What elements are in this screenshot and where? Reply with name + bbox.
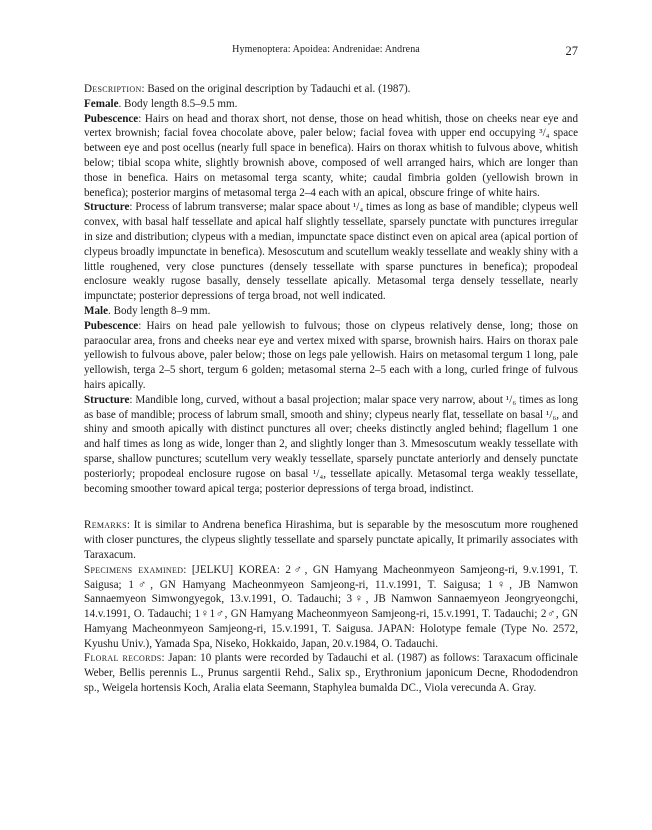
floral-text: : Japan: 10 plants were recorded by Tadauchi et al. (1987) as follows: Taraxacum officinale Weber, Bellis perennis L., Prunus sargentii Rehd., Salix sp., Erythronium japonicum Decne, Rhododendron sp., Weigela hortensis Koch, Aralia elata Seemann, Staphylea bumalda DC., Viola verecunda A. Gray. — [84, 652, 578, 695]
male-label: Male — [84, 304, 109, 317]
remarks-text: : It is similar to Andrena benefica Hirashima, but is separable by the mesoscutum more roughened with closer punctures, the clypeus slightly tessellate and sparsely punctate apically, It primarily associates with Taraxacum. — [84, 519, 578, 561]
description-paragraph — [84, 82, 578, 97]
female-pubescence-label: Pubescence — [84, 112, 139, 125]
female-text: . Body length 8.5–9.5 mm. — [118, 97, 238, 110]
male-structure-text: : Mandible long, curved, without a basal projection; malar space very narrow, about ¹/₆ times as long as base of mandible; process of labrum small, smooth and shiny; clypeus nearly flat, tessellate on basal ¹/₆, and shiny and smooth apically with distinct punctures all over; cheeks distinctly angled behind; flagellum 1 one and half times as long as wide, longer than 2, and slightly longer than 3. Mmesoscutum weakly tessellate with sparse, shallow punctures; scutellum very weakly tessellate, sparsely punctate anteriorly and densely punctate posteriorly; propodeal enclosure rugose on basal ¹/₄, tessellate apically. Metasomal terga weakly tessellate, becoming smoother toward apical terga; posterior depressions of terga broad, indistinct. — [84, 393, 578, 495]
description-label: Description — [84, 83, 142, 95]
female-paragraph — [84, 97, 578, 112]
remarks-paragraph — [84, 518, 578, 562]
female-pubescence-text: : Hairs on head and thorax short, not dense, those on head whitish, those on cheeks near eye and vertex brownish; facial fovea chocolate above, paler below; facial fovea with upper end occupying ³/₄ space between eye and post ocellus (nearly full space in benefica). Hairs on thorax whitish to fulvous above, whitish below; tibial scopa white, slightly brownish above, composed of well arranged hairs, which are longer than those in benefica. Hairs on metasomal terga scanty, white; caudal fimbria golden (yellowish brown in benefica); posterior margins of metasomal terga 2–4 each with an apical, obscure fringe of white hairs. — [84, 112, 578, 199]
remarks-label: Remarks — [84, 519, 127, 532]
floral-label: Floral records — [84, 652, 162, 665]
male-pubescence-paragraph — [84, 319, 578, 393]
female-structure-text: : Process of labrum transverse; malar space about ¹/₄ times as long as base of mandible; clypeus well convex, with basal half tessellate and apical half slightly tessellate, sparsely punctate with punctures irregular in size and distribution; clypeus with a median, impunctate space distinct even on apical area (apical portion of clypeus broadly impunctate in benefica). Mesoscutum and scutellum weakly tessellate and weakly shiny with a little roughened, very close punctures (densely tessellate with sparse punctures in benefica); propodeal enclosure weakly rugose basally, densely tessellate apically. Metasomal terga densely tessellate, nearly impunctate; posterior depressions of terga broad, not well indicated. — [84, 201, 578, 303]
floral-paragraph — [84, 651, 578, 695]
male-text: . Body length 8–9 mm. — [108, 304, 211, 317]
male-pubescence-text: : Hairs on head pale yellowish to fulvous; those on clypeus relatively dense, long; those on paraocular area, frons and cheeks near eye and vertex mixed with sparse, brownish hairs. Hairs on thorax pale yellowish to fulvous above, paler below; those on legs pale yellowish. Hairs on metasomal tergum 1 long, pale yellowish, terga 2–5 short, tergum 6 golden; metasomal sterna 2–5 each with a long, curled fringe of fulvous hairs apically. — [84, 319, 578, 391]
male-structure-paragraph — [84, 393, 578, 497]
male-structure-label: Structure — [84, 393, 130, 406]
description-text: : Based on the original description by Tadauchi et al. (1987). — [141, 83, 411, 95]
section-gap — [84, 496, 578, 518]
running-head: Hymenoptera: Apoidea: Andrenidae: Andrena — [232, 44, 420, 55]
female-structure-label: Structure — [84, 201, 130, 214]
female-pubescence-paragraph — [84, 112, 578, 201]
specimens-text: : [JELKU] KOREA: 2♂, GN Hamyang Macheonmyeon Samjeong-ri, 9.v.1991, T. Saigusa; 1♂, GN Hamyang Macheonmyeon Samjeong-ri, 11.v.1991, T. Saigusa; 1♀, JB Namwon Sannaemyeon Simwongyegok, 13.v.1991, O. Tadauchi; 3♀, JB Namwon Sannaemyeon Jeongryeongchi, 14.v.1991, O. Tadauchi; 1♀1♂, GN Hamyang Macheonmyeon Samjeong-ri, 15.v.1991, T. Tadauchi; 2♂, GN Hamyang Macheonmyeon Samjeong-ri, 15.v.1991, T. Saigusa. JAPAN: Holotype female (Type No. 2572, Kyushu Univ.), Yamada Spa, Niseko, Hokkaido, Japan, 20.v.1984, O. Tadauchi. — [84, 563, 578, 650]
male-paragraph — [84, 304, 578, 319]
female-structure-paragraph — [84, 200, 578, 304]
page-body — [84, 82, 578, 696]
page-number: 27 — [565, 44, 578, 58]
male-pubescence-label: Pubescence — [84, 319, 139, 332]
female-label: Female — [84, 97, 119, 110]
specimens-paragraph — [84, 563, 578, 652]
specimens-label: Specimens examined — [84, 563, 184, 576]
